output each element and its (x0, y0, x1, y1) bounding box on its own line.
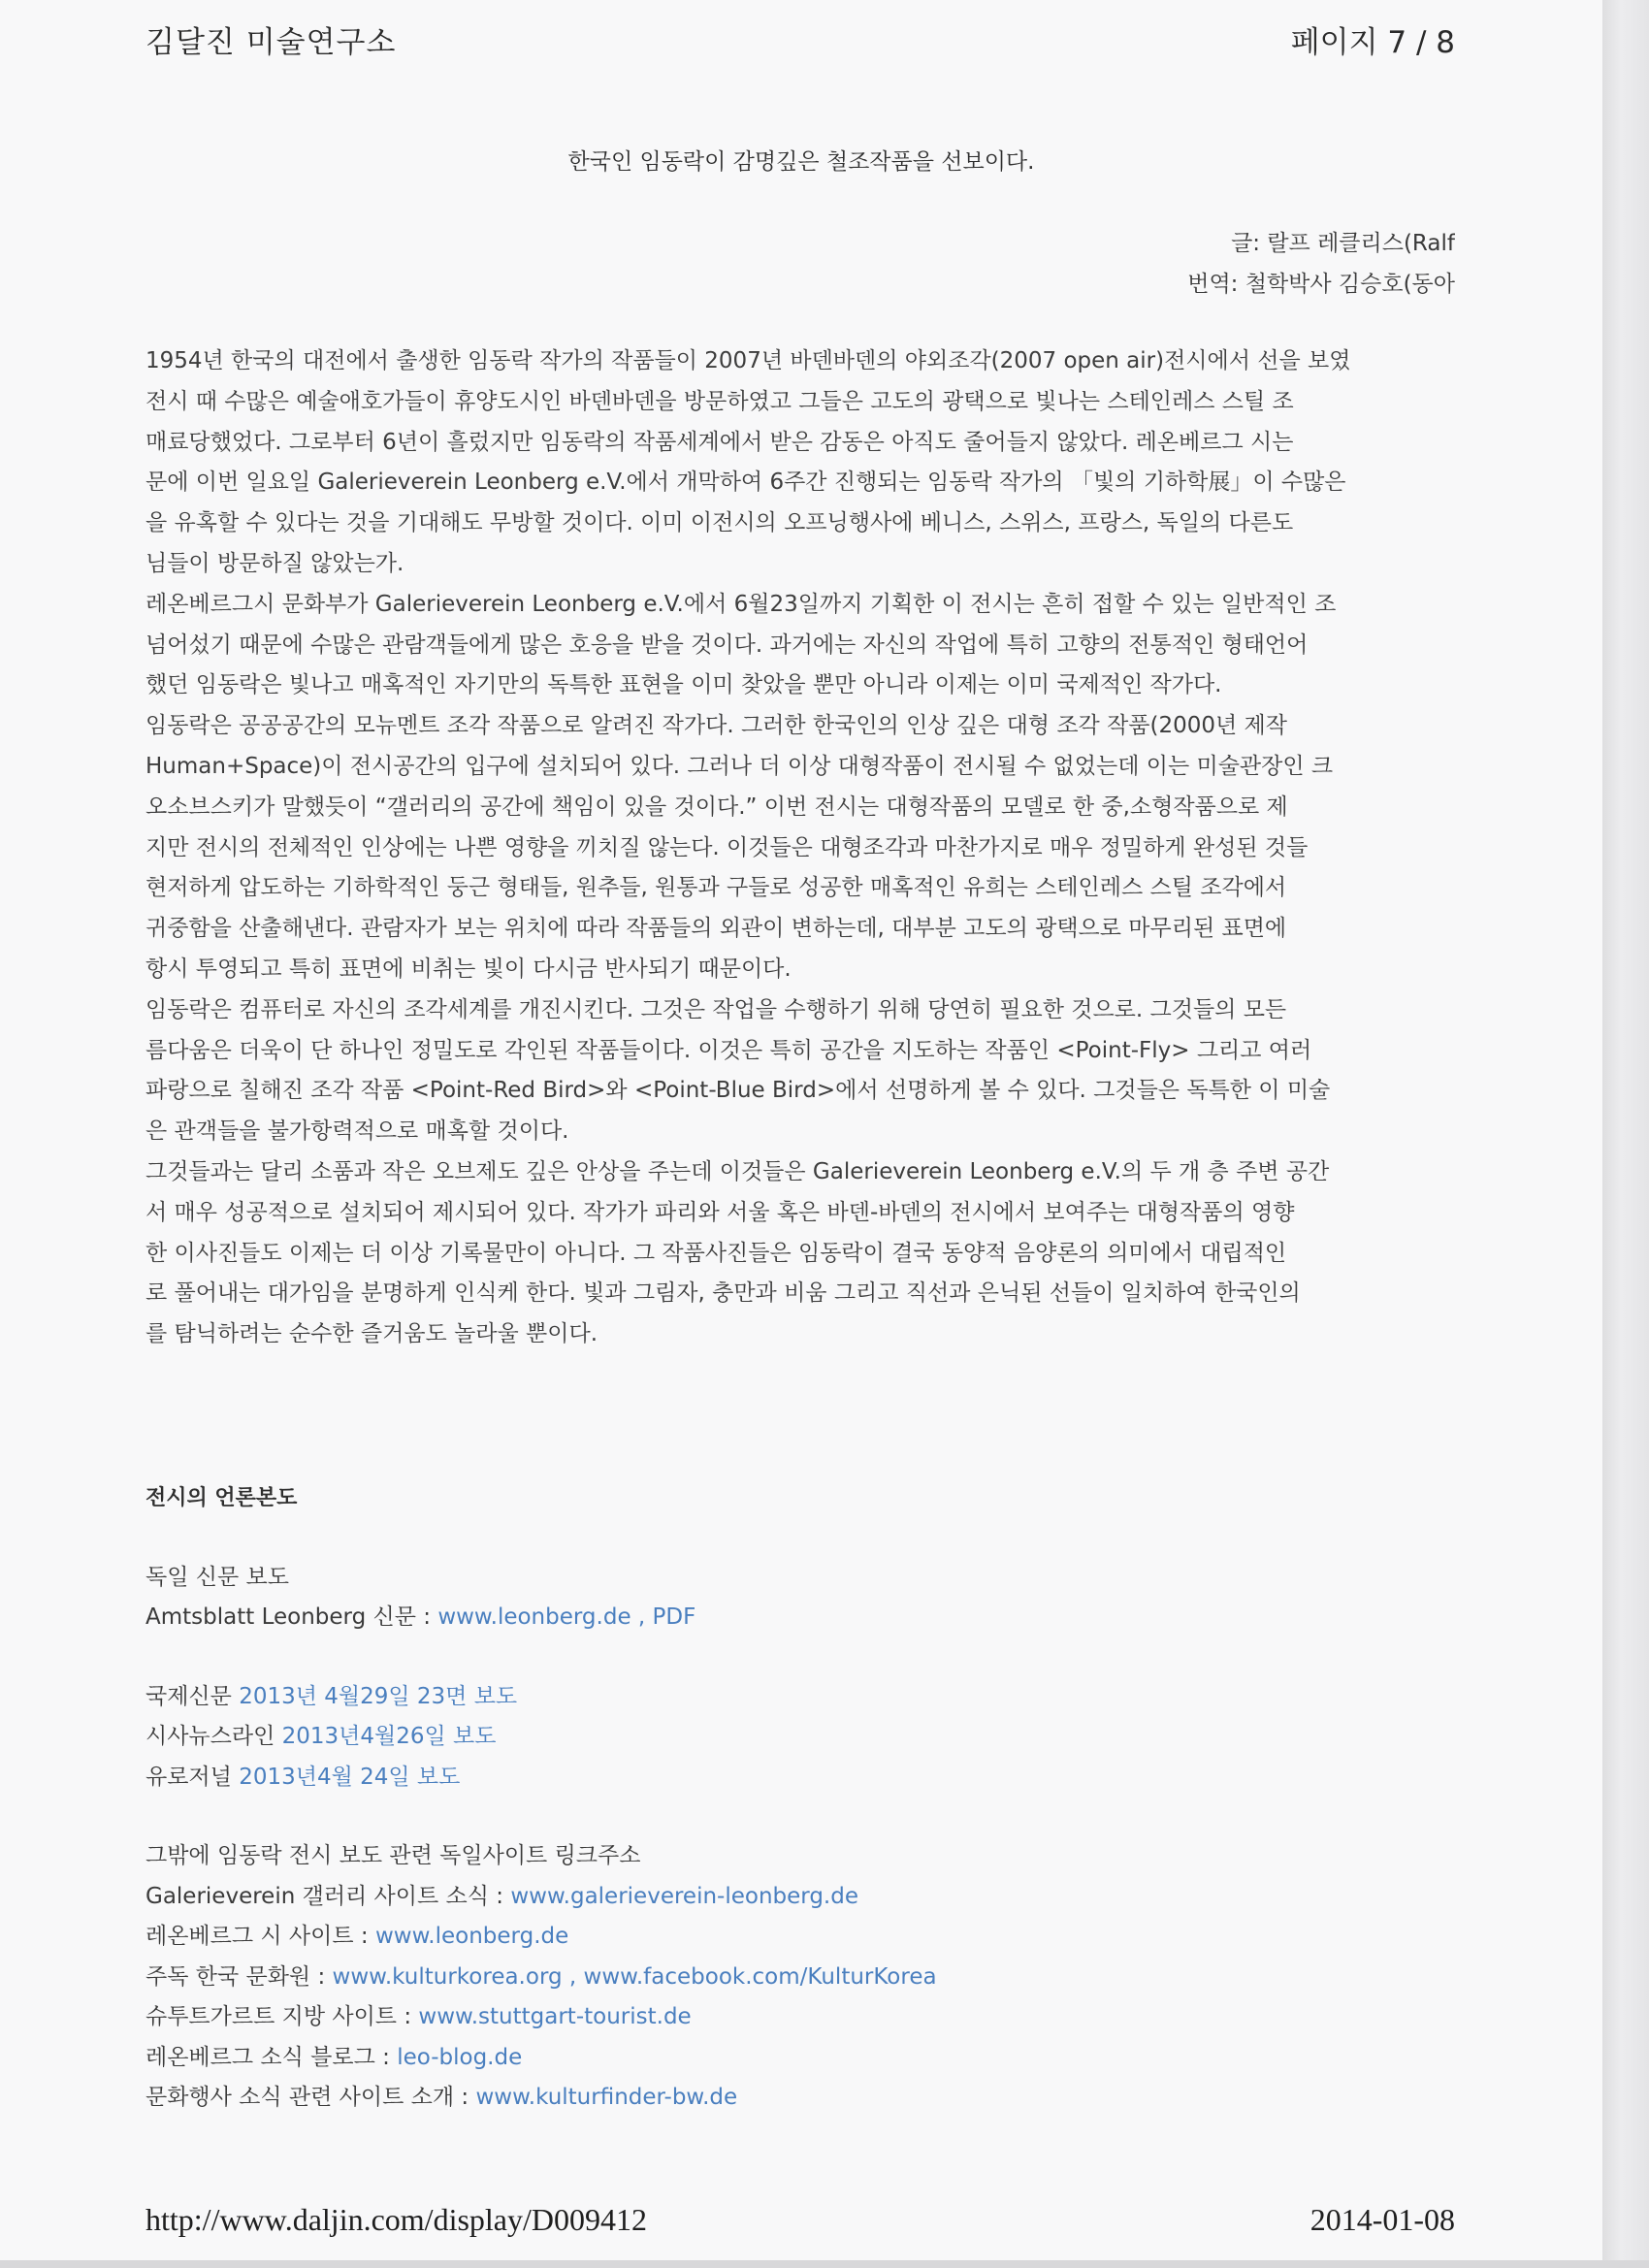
site-row (146, 1917, 1455, 1958)
body-line: 귀중함을 산출해낸다. 관람자가 보는 위치에 따라 작품들의 외관이 변하는데, 대부분 고도의 광택으로 마무리된 표면에 (146, 916, 1287, 942)
korean-reports-list (146, 1677, 1455, 1798)
site-link[interactable]: www.kulturfinder-bw.de (475, 2085, 738, 2110)
body-line: Human+Space)이 전시공간의 입구에 설치되어 있다. 그러나 더 이상 대형작품이 전시될 수 없었는데 이는 미술관장인 크 (146, 753, 1334, 779)
press-heading: 전시의 언론본도 (146, 1486, 298, 1510)
body-line: 임동락은 컴퓨터로 자신의 조각세계를 개진시킨다. 그것은 작업을 수행하기 위해 당연히 필요한 것으로. 그것들의 모든 (146, 996, 1287, 1022)
site-label: 레온베르그 소식 블로그 : (146, 2044, 398, 2070)
press-section (146, 1478, 1455, 2119)
translator-credit: 번역: 철학박사 김승호(동아 (1187, 272, 1455, 297)
body-line: 서 매우 성공적으로 설치되어 제시되어 있다. 작가가 파리와 서울 혹은 바덴-바덴의 전시에서 보여주는 대형작품의 영향 (146, 1199, 1295, 1225)
sites-list (146, 1877, 1455, 2119)
korean-report-row (146, 1677, 1455, 1718)
author-credit: 글: 랄프 레클리스(Ralf (1231, 231, 1455, 256)
other-sites-heading: 그밖에 임동락 전시 보도 관련 독일사이트 링크주소 (146, 1843, 641, 1868)
body-line: 했던 임동락은 빛나고 매혹적인 자기만의 독특한 표현을 이미 찾았을 뿐만 아니라 이제는 이미 국제적인 작가다. (146, 672, 1222, 698)
site-label: 주독 한국 문화원 : (146, 1963, 333, 1990)
article-title: 한국인 임동락이 감명깊은 철조작품을 선보이다. (567, 149, 1035, 175)
body-line: 은 관객들을 불가항력적으로 매혹할 것이다. (146, 1118, 569, 1145)
site-link[interactable]: leo-blog.de (397, 2044, 523, 2070)
report-link[interactable]: 2013년 4월29일 23면 보도 (239, 1683, 518, 1709)
body-line: 로 풀어내는 대가임을 분명하게 인식케 한다. 빛과 그림자, 충만과 비움 그리고 직선과 은닉된 선들이 일치하여 한국인의 (146, 1280, 1301, 1307)
link-separator: , (630, 1604, 653, 1630)
body-line: 매료당했었다. 그로부터 6년이 흘렀지만 임동락의 작품세계에서 받은 감동은 아직도 줄어들지 않았다. 레온베르그 시는 (146, 429, 1294, 455)
article-credits (912, 223, 1455, 305)
site-row (146, 1877, 1455, 1918)
site-link[interactable]: www.kulturkorea.org (332, 1963, 563, 1990)
site-row (146, 1997, 1455, 2038)
site-link[interactable]: www.stuttgart-tourist.de (418, 2004, 692, 2029)
german-press-heading: 독일 신문 보도 (146, 1564, 289, 1590)
site-link[interactable]: www.galerieverein-leonberg.de (510, 1883, 858, 1909)
body-line: 현저하게 압도하는 기하학적인 둥근 형태들, 원추들, 원통과 구들로 성공한 매혹적인 유희는 스테인레스 스틸 조각에서 (146, 875, 1287, 901)
body-line: 문에 이번 일요일 Galerieverein Leonberg e.V.에서 개막하여 6주간 진행되는 임동락 작가의 「빛의 기하학展」이 수많은 (146, 470, 1346, 496)
page-number: 페이지 7 / 8 (1290, 25, 1455, 60)
report-link[interactable]: 2013년4월 24일 보도 (239, 1764, 461, 1790)
amtsblatt-row (146, 1598, 1455, 1638)
body-line: 레온베르그시 문화부가 Galerieverein Leonberg e.V.에서 6월23일까지 기획한 이 전시는 흔히 접할 수 있는 일반적인 조 (146, 591, 1337, 617)
body-line: 오소브스키가 말했듯이 “갤러리의 공간에 책임이 있을 것이다.” 이번 전시는 대형작품의 모델로 한 중,소형작품으로 제 (146, 794, 1288, 820)
report-source: 유로저널 (146, 1764, 240, 1790)
site-label: 문화행사 소식 관련 사이트 소개 : (146, 2085, 476, 2110)
site-row (146, 2078, 1455, 2119)
body-line: 넘어섰기 때문에 수많은 관람객들에게 많은 호응을 받을 것이다. 과거에는 자신의 작업에 특히 고향의 전통적인 형태언어 (146, 632, 1309, 658)
leonberg-link[interactable]: www.leonberg.de (437, 1604, 631, 1630)
site-name: 김달진 미술연구소 (146, 25, 397, 60)
scan-edge-bottom (0, 2260, 1649, 2268)
footer-url: http://www.daljin.com/display/D009412 (146, 2202, 647, 2237)
site-label: 슈투트가르트 지방 사이트 : (146, 2004, 419, 2029)
body-line: 름다움은 더욱이 단 하나인 정밀도로 각인된 작품들이다. 이것은 특히 공간을 지도하는 작품인 <Point-Fly> 그리고 여러 (146, 1037, 1312, 1063)
body-line: 님들이 방문하질 않았는가. (146, 550, 404, 576)
body-line: 1954년 한국의 대전에서 출생한 임동락 작가의 작품들이 2007년 바덴바덴의 야외조각(2007 open air)전시에서 선을 보였 (146, 348, 1351, 373)
article-body (146, 341, 1455, 1355)
body-line: 지만 전시의 전체적인 인상에는 나쁜 영향을 끼치질 않는다. 이것들은 대형조각과 마찬가지로 매우 정밀하게 완성된 것들 (146, 834, 1309, 860)
body-line: 한 이사진들도 이제는 더 이상 기록물만이 아니다. 그 작품사진들은 임동락이 결국 동양적 음양론의 의미에서 대립적인 (146, 1240, 1287, 1266)
amtsblatt-label: Amtsblatt Leonberg 신문 : (146, 1604, 438, 1630)
footer-date: 2014-01-08 (1310, 2202, 1455, 2237)
site-link[interactable]: www.leonberg.de (374, 1924, 569, 1949)
site-label: 레온베르그 시 사이트 : (146, 1924, 375, 1949)
report-link[interactable]: 2013년4월26일 보도 (281, 1724, 497, 1749)
body-line: 전시 때 수많은 예술애호가들이 휴양도시인 바덴바덴을 방문하였고 그들은 고도의 광택으로 빛나는 스테인레스 스틸 조 (146, 388, 1294, 414)
korean-report-row (146, 1758, 1455, 1798)
site-link-secondary[interactable]: www.facebook.com/KulturKorea (583, 1963, 937, 1990)
body-line: 항시 투영되고 특히 표면에 비취는 빛이 다시금 반사되기 때문이다. (146, 956, 792, 982)
body-line: 를 탐닉하려는 순수한 즐거움도 놀라울 뿐이다. (146, 1321, 598, 1347)
body-line: 그것들과는 달리 소품과 작은 오브제도 깊은 안상을 주는데 이것들은 Galerieverein Leonberg e.V.의 두 개 층 주변 공간 (146, 1158, 1330, 1184)
pdf-link[interactable]: PDF (652, 1604, 696, 1630)
site-label: Galerieverein 갤러리 사이트 소식 : (146, 1883, 511, 1909)
body-line: 임동락은 공공공간의 모뉴멘트 조각 작품으로 알려진 작가다. 그러한 한국인의 인상 깊은 대형 조각 작품(2000년 제작 (146, 713, 1287, 739)
report-source: 국제신문 (146, 1683, 240, 1709)
scan-edge-right (1602, 0, 1649, 2268)
report-source: 시사뉴스라인 (146, 1724, 282, 1749)
link-separator: , (562, 1963, 584, 1990)
body-line: 을 유혹할 수 있다는 것을 기대해도 무방할 것이다. 이미 이전시의 오프닝행사에 베니스, 스위스, 프랑스, 독일의 다른도 (146, 510, 1294, 536)
korean-report-row (146, 1717, 1455, 1758)
site-row (146, 2038, 1455, 2079)
body-line: 파랑으로 칠해진 조각 작품 <Point-Red Bird>와 <Point-Blue Bird>에서 선명하게 볼 수 있다. 그것들은 독특한 이 미술 (146, 1078, 1331, 1104)
site-row (146, 1958, 1455, 1998)
